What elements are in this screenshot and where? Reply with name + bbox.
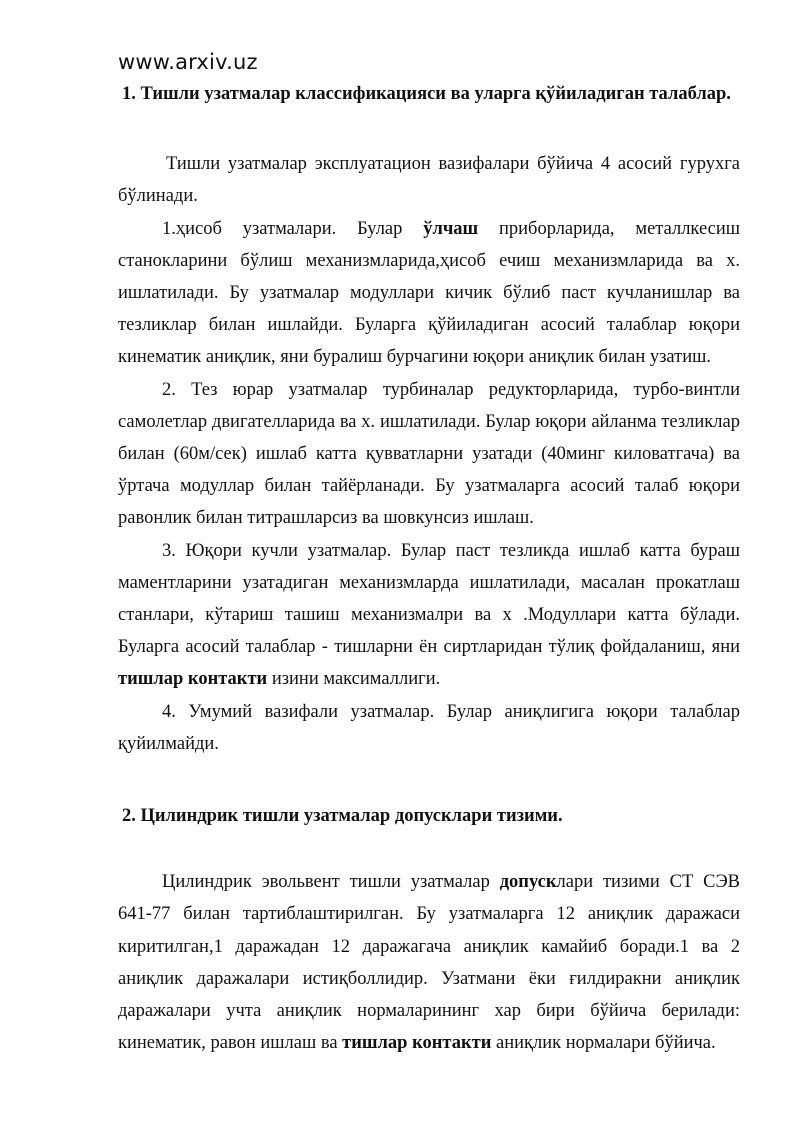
section-1-heading: 1. Тишли узатмалар классификацияси ва уларга қўйиладиган талаблар.	[122, 84, 731, 104]
spacer	[118, 110, 740, 148]
item-1-text-end: приборларида, металлкесиш станокларини бўлиш механизмларида,ҳисоб ечиш механизмларида ва х. ишлатилади. Бу узатмалар модуллари кичик бўлиб паст кучланишлар ва тезликлар билан ишлайди. Буларга қўйиладиган асосий талаблар юқори кинематик аниқлик, яни буралиш бурчагини юқори аниқлик билан узатиш.	[118, 218, 740, 368]
section-1-item-1	[118, 213, 740, 374]
item-3-bold-term: тишлар контакти	[118, 669, 268, 690]
item-3-text-end: изини максималлиги.	[267, 669, 441, 690]
document-body	[118, 78, 740, 1059]
spacer	[118, 760, 740, 800]
item-3-text-start: 3. Юқори кучли узатмалар. Булар паст тезликда ишлаб катта бураш маментларини узатадиган механизмларда ишлатилади, масалан прокатлаш станлари, кўтариш ташиш механизмалри ва х .Модуллари катта бўлади. Буларга асосий талаблар - тишларни ён сиртларидан тўлиқ фойдаланиш, яни	[118, 540, 740, 658]
section-1-item-4: 4. Умумий вазифали узатмалар. Булар аниқлигига юқори талаблар қуйилмайди.	[118, 701, 740, 754]
para-bold-term-1: допуск	[499, 872, 557, 893]
para-bold-term-2: тишлар контакти	[342, 1033, 492, 1054]
para-text-start: Цилиндрик эвольвент тишли узатмалар	[162, 872, 500, 893]
watermark: www.arxiv.uz	[118, 50, 258, 74]
para-text-middle: лари тизими СТ СЭВ 641-77 билан тартиблаштирилган. Бу узатмаларга 12 аниқлик даражаси киритилган,1 даражадан 12 даражагача аниқлик камайиб боради.1 ва 2 аниқлик даражалари истиқболлидир. Узатмани ёки ғилдиракни аниқлик даражалари учта аниқлик нормаларининг хар бири бўйича берилади: кинематик, равон ишлаш ва	[118, 872, 740, 1054]
section-1-intro: Тишли узатмалар эксплуатацион вазифалари бўйича 4 асосий гурухга бўлинади.	[118, 154, 740, 207]
item-1-bold-term: ўлчаш	[423, 218, 479, 239]
para-text-end: аниқлик нормалари бўйича.	[491, 1033, 716, 1054]
item-1-text-start: 1.ҳисоб узатмалари. Булар	[162, 218, 424, 239]
section-2-paragraph	[118, 866, 740, 1059]
section-1-item-3	[118, 535, 740, 696]
section-2-heading: 2. Цилиндрик тишли узатмалар допусклари тизими.	[122, 806, 563, 827]
spacer	[118, 832, 740, 866]
section-1-item-2: 2. Тез юрар узатмалар турбиналар редукторларида, турбо-винтли самолетлар двигателларида ва х. ишлатилади. Булар юқори айланма тезликлар билан (60м/сек) ишлаб катта қувватларни узатади (40минг киловатгача) ва ўртача модуллар билан тайёрланади. Бу узатмаларга асосий талаб юқори равонлик билан титрашларсиз ва шовкунсиз ишлаш.	[118, 379, 740, 529]
